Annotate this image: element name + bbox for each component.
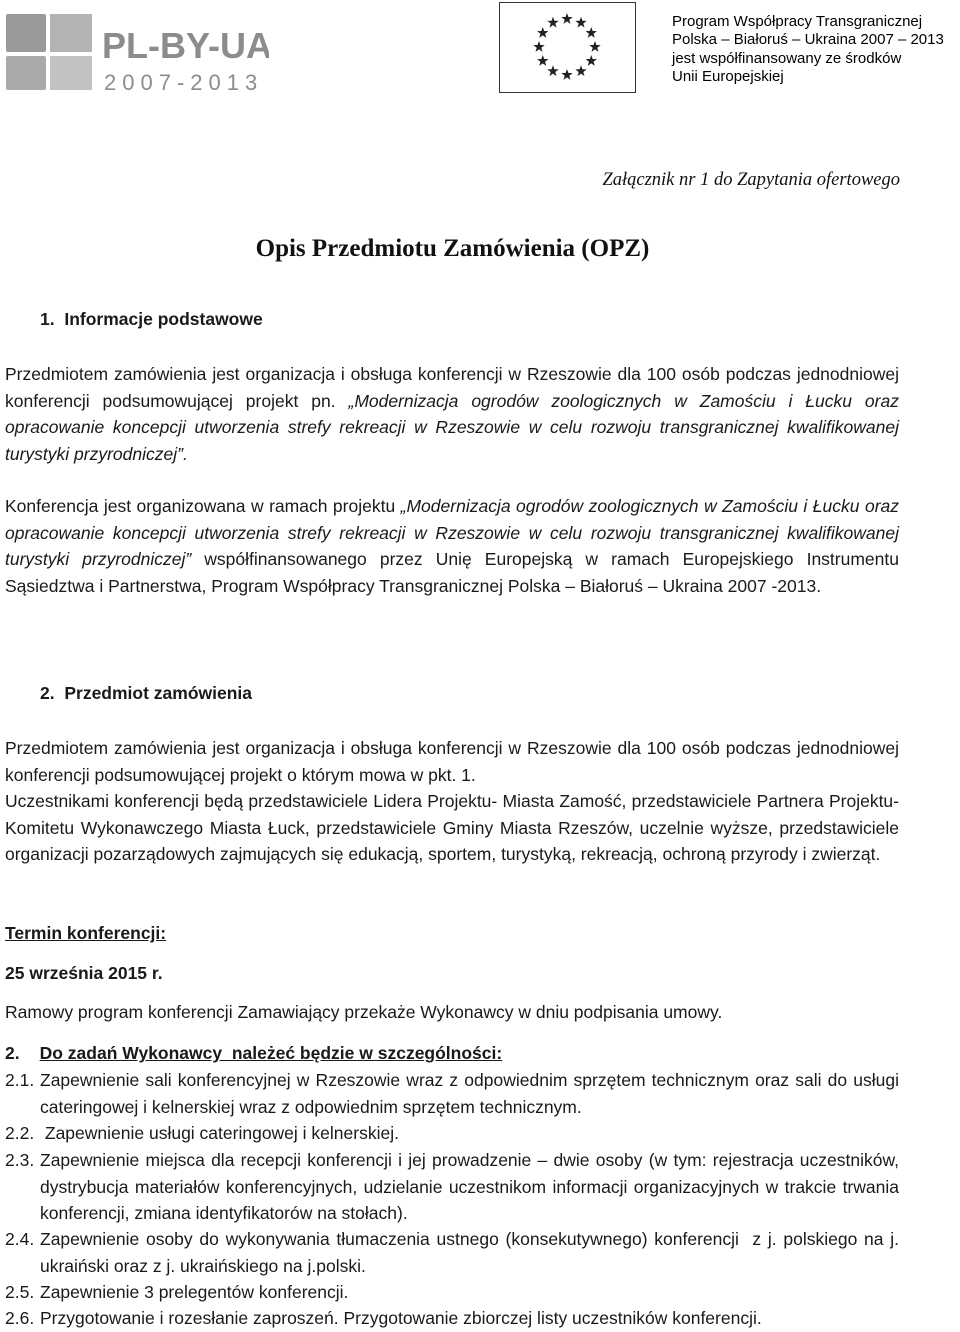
program-logo xyxy=(4,12,269,94)
task-number: 2.5. xyxy=(5,1282,35,1302)
eu-stars-icon xyxy=(500,3,634,91)
tasks-number: 2. xyxy=(5,1043,20,1063)
task-item xyxy=(5,1067,899,1120)
program-line: Program Współpracy Transgranicznej xyxy=(672,13,923,30)
task-text: Przygotowanie i rozesłanie zaproszeń. Przygotowanie zbiorczej listy uczestników konferencji. xyxy=(40,1308,762,1328)
eu-star-icon xyxy=(537,55,548,66)
program-line: Polska – Białoruś – Ukraina 2007 – 2013 xyxy=(672,31,944,49)
section1-paragraph-2 xyxy=(5,493,899,599)
eu-star-icon xyxy=(547,17,558,28)
program-note: Ramowy program konferencji Zamawiający przekaże Wykonawcy w dniu podpisania umowy. xyxy=(5,1002,723,1022)
task-text: Zapewnienie osoby do wykonywania tłumaczenia ustnego (konsekutywnego) konferencji z j. polskiego na j. ukraiński oraz z j. ukraińskiego na j.polski. xyxy=(40,1229,904,1276)
attachment-label: Załącznik nr 1 do Zapytania ofertowego xyxy=(602,170,900,190)
eu-star-icon xyxy=(586,55,597,66)
eu-star-icon xyxy=(586,27,597,38)
eu-flag xyxy=(499,2,636,93)
eu-star-icon xyxy=(537,27,548,38)
task-text: Zapewnienie usługi cateringowej i kelnerskiej. xyxy=(40,1123,399,1143)
logo-mark-icon xyxy=(4,12,269,94)
logo-years-text: 2007-2013 xyxy=(104,70,264,94)
task-item xyxy=(5,1279,899,1306)
section2-paragraph-2: Uczestnikami konferencji będą przedstawiciele Lidera Projektu- Miasta Zamość, przedstawiciele Partnera Projektu- Komitetu Wykonawczego Miasta Łuck, przedstawiciele Gminy Miasta Rzeszów, uczelnie wyższe, przedstawiciele organizacji pozarządowych zajmujących się edukacją, sportem, turystyką, rekreacją, ochroną przyrody i zwierząt. xyxy=(5,791,899,864)
task-number: 2.3. xyxy=(5,1150,35,1170)
logo-main-text: PL-BY-UA xyxy=(102,25,269,66)
task-item xyxy=(5,1147,899,1227)
section1-heading xyxy=(40,306,263,333)
section1-number: 1. xyxy=(40,309,55,329)
tasks-heading xyxy=(5,1040,502,1067)
task-number: 2.6. xyxy=(5,1308,35,1328)
task-item xyxy=(5,1120,899,1147)
document-title: Opis Przedmiotu Zamówienia (OPZ) xyxy=(255,235,650,262)
task-number: 2.2. xyxy=(5,1123,35,1143)
task-item xyxy=(5,1305,899,1332)
section1-paragraph-1 xyxy=(5,361,899,467)
eu-star-icon xyxy=(575,17,586,28)
eu-star-icon xyxy=(547,65,558,76)
paragraph-text: Konferencja jest organizowana w ramach projektu xyxy=(5,496,401,516)
task-text: Zapewnienie miejsca dla recepcji konferencji i jej prowadzenie – dwie osoby (w tym: rejestracja uczestników, dystrybucja materiałów konferencyjnych, udzielanie uczestnikom informacji organizacyjnych w trakcie trwania konferencji, zmiana identyfikatorów na stołach). xyxy=(40,1150,899,1223)
program-line: Unii Europejskiej xyxy=(672,68,784,86)
term-label: Termin konferencji: xyxy=(5,923,167,943)
program-line: jest współfinansowany ze środków xyxy=(672,49,902,67)
task-text: Zapewnienie sali konferencyjnej w Rzeszowie wraz z odpowiednim sprzętem technicznym oraz sali do usługi cateringowej i kelnerskiej wraz z odpowiednim sprzętem technicznym. xyxy=(40,1070,899,1117)
eu-star-icon xyxy=(561,13,572,24)
task-number: 2.4. xyxy=(5,1229,35,1249)
project-title-italic: „Modernizacja ogrodów zoologicznych w Zamościu i Łucku oraz opracowanie koncepcji utworzenia strefy rekreacji w Rzeszowie w celu rozwoju transgranicznej kwalifikowanej turystyki przyrodniczej” xyxy=(5,496,899,569)
eu-star-icon xyxy=(533,41,544,52)
section2-title: Przedmiot zamówienia xyxy=(64,683,253,703)
eu-star-icon xyxy=(561,69,572,80)
paragraph-text: Przedmiotem zamówienia jest organizacja i obsługa konferencji w Rzeszowie dla 100 osób podczas jednodniowej konferencji podsumowującej projekt pn. xyxy=(5,364,899,411)
program-info xyxy=(672,13,960,87)
task-number: 2.1. xyxy=(5,1070,35,1090)
section1-title: Informacje podstawowe xyxy=(64,309,263,329)
section2-paragraph-1: Przedmiotem zamówienia jest organizacja i obsługa konferencji w Rzeszowie dla 100 osób podczas jednodniowej konferencji podsumowującej projekt o którym mowa w pkt. 1. xyxy=(5,738,899,785)
task-text: Zapewnienie 3 prelegentów konferencji. xyxy=(40,1282,349,1302)
eu-star-icon xyxy=(575,65,586,76)
project-title-italic: „Modernizacja ogrodów zoologicznych w Zamościu i Łucku oraz opracowanie koncepcji utworzenia strefy rekreacji w Rzeszowie w celu rozwoju transgranicznej kwalifikowanej turystyki przyrodniczej”. xyxy=(5,390,899,464)
eu-star-icon xyxy=(589,41,600,52)
paragraph-text: współfinansowanego przez Unię Europejską w ramach Europejskiego Instrumentu Sąsiedztwa i Partnerstwa, Program Współpracy Transgranicznej Polska – Białoruś – Ukraina 2007 -2013. xyxy=(5,549,899,596)
section2-heading xyxy=(40,680,252,707)
term-date: 25 września 2015 r. xyxy=(5,963,163,983)
section2-number: 2. xyxy=(40,683,55,703)
task-item xyxy=(5,1226,904,1279)
tasks-title: Do zadań Wykonawcy należeć będzie w szczególności: xyxy=(39,1043,503,1063)
